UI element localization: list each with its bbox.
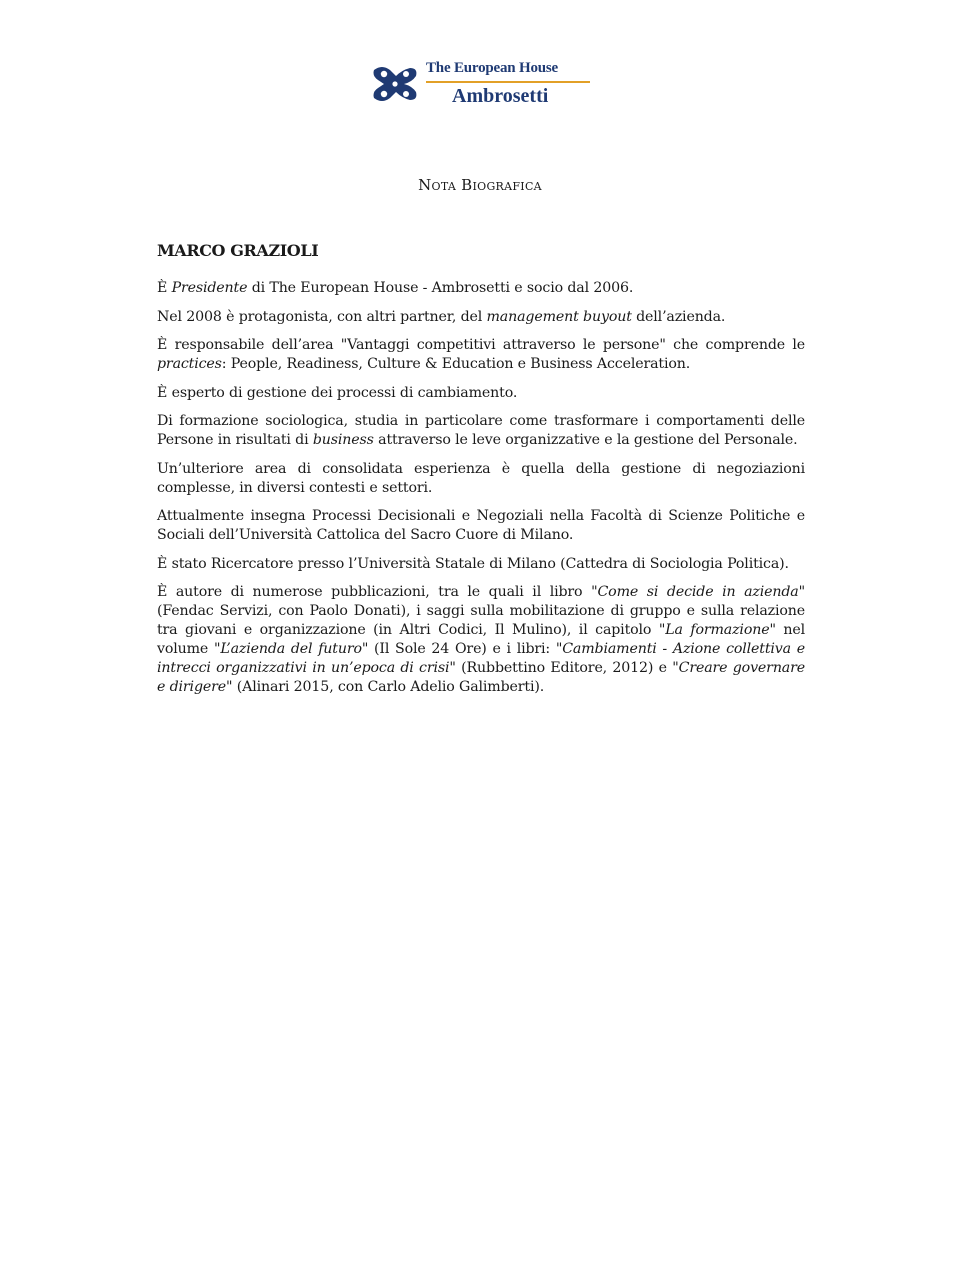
logo-mark-icon xyxy=(372,64,418,104)
paragraph-negotiation: Un’ulteriore area di consolidata esperienza è quella della gestione di negoziazioni complesse, in diversi contesti e settori. xyxy=(157,460,805,496)
paragraph-teaching: Attualmente insegna Processi Decisionali e Negoziali nella Facoltà di Scienze Politiche e Sociali dell’Università Cattolica del Sacro Cuore di Milano. xyxy=(157,508,805,543)
paragraph-background: Di formazione sociologica, studia in particolare come trasformare i comportamenti delle Persone in risultati di business attraverso le leve organizzative e la gestione del Personale. xyxy=(157,413,805,448)
person-name: MARCO GRAZIOLI xyxy=(157,241,319,260)
logo-line1: The European House xyxy=(426,60,558,76)
paragraph-expertise: È esperto di gestione dei processi di cambiamento. xyxy=(157,384,518,401)
paragraph-research: È stato Ricercatore presso l’Università Statale di Milano (Cattedra di Sociologia Politica). xyxy=(157,555,789,572)
document-title: Nota Biografica xyxy=(418,176,542,194)
logo-divider xyxy=(426,81,590,83)
paragraph-buyout: Nel 2008 è protagonista, con altri partner, del management buyout dell’azienda. xyxy=(157,308,726,325)
company-logo xyxy=(372,60,592,110)
logo-line2: Ambrosetti xyxy=(452,85,549,107)
paragraph-role: È Presidente di The European House - Ambrosetti e socio dal 2006. xyxy=(157,280,634,296)
biography-body xyxy=(157,279,805,707)
paragraph-area: È responsabile dell’area "Vantaggi competitivi attraverso le persone" che comprende le practices: People, Readiness, Culture & Education e Business Acceleration. xyxy=(157,337,805,372)
paragraph-publications: È autore di numerose pubblicazioni, tra le quali il libro "Come si decide in azienda" (Fendac Servizi, con Paolo Donati), i saggi sulla mobilitazione di gruppo e sulla relazione tra giovani e organizzazione (in Altri Codici, Il Mulino), il capitolo "La formazione" nel volume "L’azienda del futuro" (Il Sole 24 Ore) e i libri: "Cambiamenti - Azione collettiva e intrecci organizzativi in un’epoca di crisi" (Rubbettino Editore, 2012) e "Creare governare e dirigere" (Alinari 2015, con Carlo Adelio Galimberti). xyxy=(157,584,806,695)
